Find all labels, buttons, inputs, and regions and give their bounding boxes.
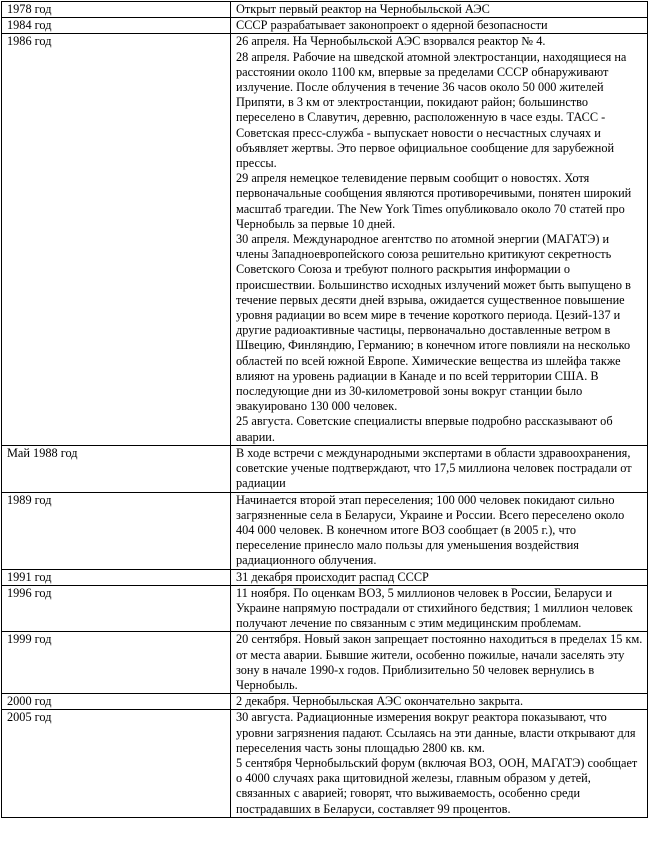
year-cell: 1996 год [2, 585, 231, 632]
table-row [2, 34, 648, 445]
event-cell [231, 632, 648, 694]
event-cell [231, 569, 648, 585]
event-paragraph: 29 апреля немецкое телевидение первым сообщит о новостях. Хотя первоначальные сообщения являются противоречивыми, понятен широкий масштаб трагедии. The New York Times опубликовало около 70 статей про Чернобыль за первые 10 дней. [236, 171, 632, 231]
event-paragraph: СССР разрабатывает законопроект о ядерной безопасности [236, 18, 548, 33]
chernobyl-timeline-table [1, 1, 648, 818]
year-cell: 1986 год [2, 34, 231, 445]
year-cell: 1978 год [2, 2, 231, 18]
table-row [2, 569, 648, 585]
table-row [2, 585, 648, 632]
event-cell [231, 34, 648, 445]
table-row [2, 18, 648, 34]
year-cell: 2005 год [2, 710, 231, 817]
year-cell: 1989 год [2, 492, 231, 569]
event-paragraph: 28 апреля. Рабочие на шведской атомной электростанции, находящиеся на расстоянии около 1100 км, впервые за пределами СССР обнаруживают излучение. После облучения в течение 36 часов около 50 000 жителей Припяти, в 3 км от электростанции, покидают район; большинство переселено в Славутич, деревню, расположенную в часе езды. ТАСС - Советская пресс-служба - выпускает новости о несчастных случаях и объявляет жертвы. Это первое официальное сообщение для зарубежной прессы. [236, 49, 627, 171]
event-cell [231, 18, 648, 34]
table-row [2, 2, 648, 18]
year-cell: 1991 год [2, 569, 231, 585]
event-paragraph: 20 сентября. Новый закон запрещает постоянно находиться в пределах 15 км. от места аварии. Бывшие жители, особенно пожилые, начали заселять эту зону в начале 1990-х годов. Приблизительно 50 человек вернулись в Чернобыль. [236, 632, 643, 692]
event-paragraph: 30 апреля. Международное агентство по атомной энергии (МАГАТЭ) и члены Западноевропейского союза решительно критикуют секретность Советского Союза и требуют полного раскрытия информации о происшествии. Большинство исходных излучений может быть выпущено в течение первых десяти дней взрыва, ожидается существенное повышение уровня радиации во всем мире в течение короткого периода. Цезий-137 и другие радиоактивные частицы, первоначально доставленные ветром в Швецию, Финляндию, Германию; в конечном итоге повлияли на несколько областей по всей южной Европе. Химические вещества из шлейфа также влияют на уровень радиации в Канаде и по всей территории США. В последующие дни из 30-километровой зоны вокруг станции было эвакуировано 130 000 человек. [236, 232, 631, 414]
year-cell: Май 1988 год [2, 445, 231, 492]
year-cell: 1999 год [2, 632, 231, 694]
table-row [2, 445, 648, 492]
table-row [2, 492, 648, 569]
event-cell [231, 694, 648, 710]
event-cell [231, 585, 648, 632]
event-cell [231, 2, 648, 18]
table-row [2, 710, 648, 817]
event-paragraph: Открыт первый реактор на Чернобыльской АЭС [236, 2, 490, 16]
event-cell [231, 445, 648, 492]
event-paragraph: 31 декабря происходит распад СССР [236, 569, 429, 584]
table-row [2, 694, 648, 710]
event-paragraph: 26 апреля. На Чернобыльской АЭС взорвался реактор № 4. [236, 34, 546, 49]
event-paragraph: 11 ноября. По оценкам ВОЗ, 5 миллионов человек в России, Беларуси и Украине напрямую пострадали от стихийного бедствия; 1 миллион человек получают лечение по связанным с этим медицинским проблемам. [236, 585, 633, 631]
event-paragraph: Начинается второй этап переселения; 100 000 человек покидают сильно загрязненные села в Беларуси, Украине и России. Всего переселено около 404 000 человек. В конечном итоге ВОЗ сообщает (в 2005 г.), что переселение принесло мало пользы для уменьшения воздействия радиационного облучения. [236, 492, 625, 568]
event-cell [231, 492, 648, 569]
event-paragraph: 2 декабря. Чернобыльская АЭС окончательно закрыта. [236, 694, 524, 709]
event-paragraph: 25 августа. Советские специалисты впервые подробно рассказывают об аварии. [236, 414, 613, 444]
event-paragraph: В ходе встречи с международными экспертами в области здравоохранения, советские ученые подтверждают, что 17,5 миллиона человек пострадали от радиации [236, 445, 632, 491]
event-cell [231, 710, 648, 817]
event-paragraph: 5 сентября Чернобыльский форум (включая ВОЗ, ООН, МАГАТЭ) сообщает о 4000 случаях рака щитовидной железы, главным образом у детей, связанных с аварией; говорят, что выживаемость, особенно среди пострадавших в Беларуси, составляет 99 процентов. [236, 755, 638, 816]
year-cell: 2000 год [2, 694, 231, 710]
table-row [2, 632, 648, 694]
event-paragraph: 30 августа. Радиационные измерения вокруг реактора показывают, что уровни загрязнения падают. Ссылаясь на эти данные, власти открывают для переселения часть зоны площадью 2800 кв. км. [236, 710, 636, 755]
year-cell: 1984 год [2, 18, 231, 34]
